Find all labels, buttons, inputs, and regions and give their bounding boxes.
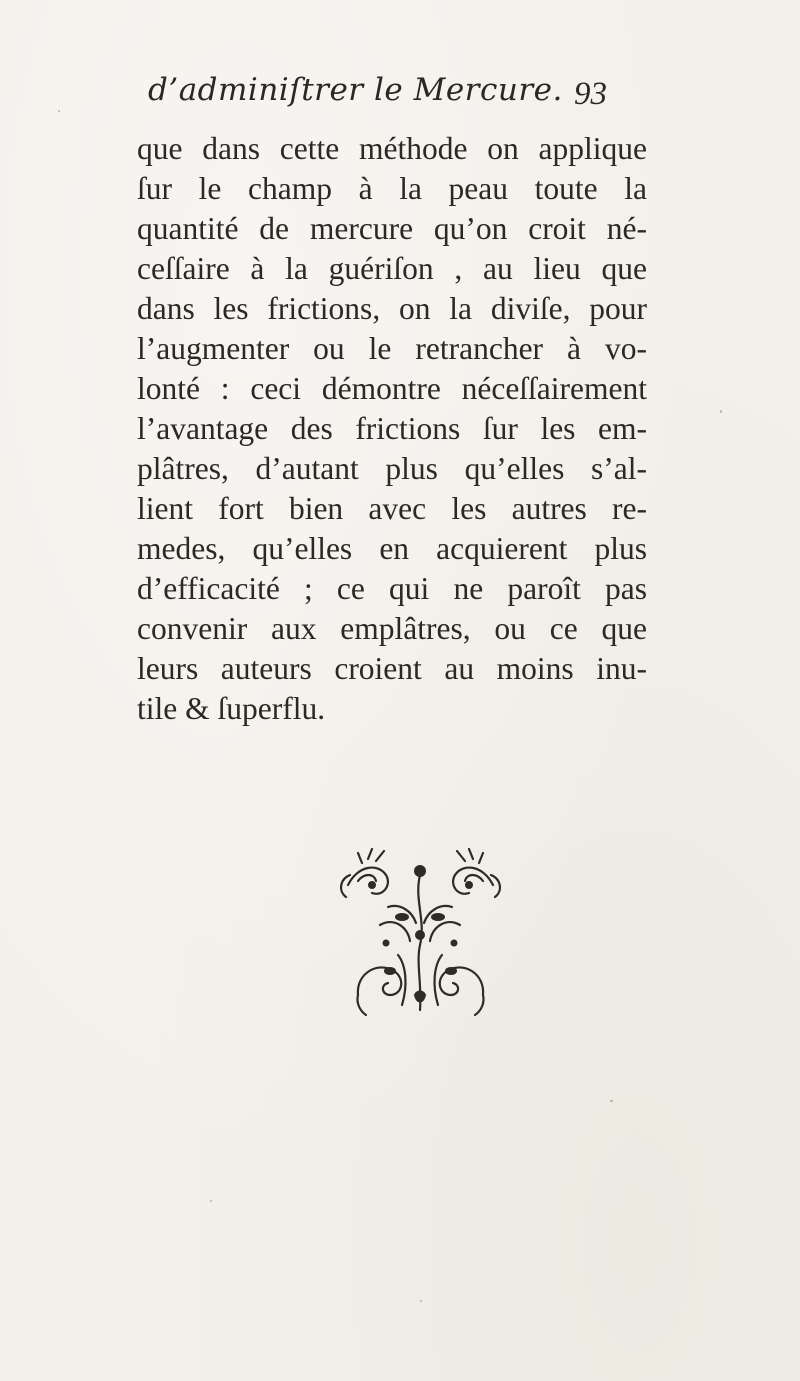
paper-speck [720,410,722,413]
text-line: dans les frictions, on la diviſe, pour [137,291,647,326]
text-line: quantité de mercure qu’on croit né- [137,211,647,246]
text-line: d’efficacité ; ce qui ne paroît pas [137,571,647,606]
page-number: 93 [574,76,607,112]
paper-speck [58,110,60,112]
paper-speck [420,1300,422,1302]
text-line: medes, qu’elles en acquierent plus [137,531,647,566]
text-line: lient fort bien avec les autres re- [137,491,647,526]
paper-speck [210,1200,212,1202]
text-line: plâtres, d’autant plus qu’elles s’al- [137,451,647,486]
paper-speck [610,1100,613,1102]
text-line: ceſſaire à la guériſon , au lieu que [137,251,647,286]
text-line: convenir aux emplâtres, ou ce que [137,611,647,646]
floral-vignette-icon [328,845,513,1020]
text-line: l’avantage des frictions ſur les em- [137,411,647,446]
text-line: lonté : ceci démontre néceſſairement [137,371,647,406]
text-line: ſur le champ à la peau toute la [137,171,647,206]
text-line: l’augmenter ou le retrancher à vo- [137,331,647,366]
text-line: que dans cette méthode on applique [137,131,647,166]
text-line: tile & ſuperflu. [137,691,326,726]
text-line: leurs auteurs croient au moins inu- [137,651,647,686]
running-head [0,72,800,116]
running-head-title: d’adminiſtrer le Mercure. [148,72,563,108]
